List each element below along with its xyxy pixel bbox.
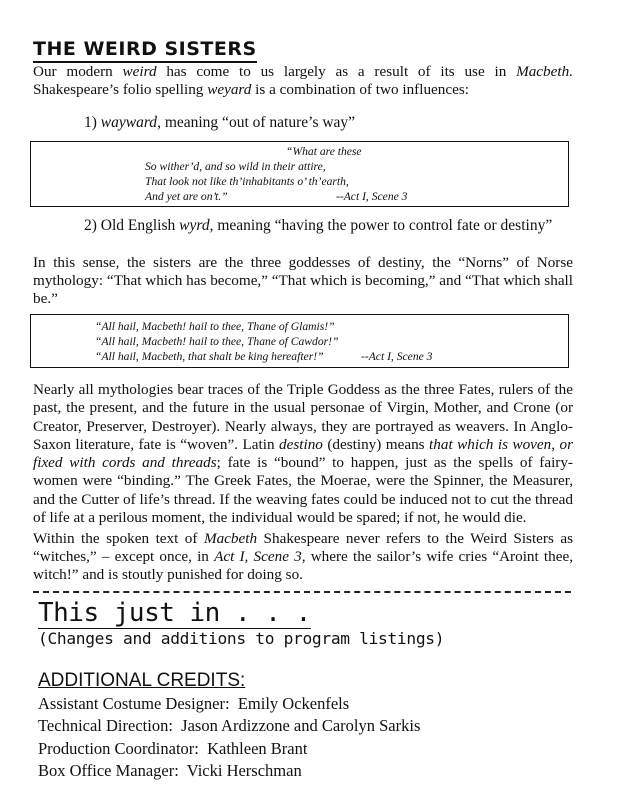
influence-wayward [84,114,355,132]
credits-heading: ADDITIONAL CREDITS: [38,670,246,691]
word-weyard: weyard [207,81,252,98]
quote-citation: --Act I, Scene 3 [336,190,408,203]
quote-citation: --Act I, Scene 3 [361,350,433,363]
intro-text: Shakespeare’s folio spelling [33,81,208,98]
paragraph-text: Nearly all mythologies bear traces of the Triple Goddess as the three Fates, rulers of the past, the present, and the future in the usual personae of Virgin, Mother, and Crone (or Creator, Preserver, Destroyer). Nearly always, they are portrayed as weavers. In Anglo-Saxon literature, fate is “woven”. Latin [33,381,573,453]
quote-line: “All hail, Macbeth! hail to thee, Thane of Cawdor!” [95,335,339,348]
paragraph-text: (destiny) means [322,435,430,453]
credit-name: Emily Ockenfels [237,694,350,713]
title-macbeth: Macbeth. [516,63,573,80]
influence-number: 1) [84,114,101,131]
credit-name: Vicki Herschman [186,761,302,780]
paragraph-text: Within the spoken text of [33,530,204,547]
just-in-heading: This just in . . . [38,598,311,628]
influence-meaning: , meaning “having the power to control fate or destiny” [209,217,553,234]
witches-paragraph [33,530,573,584]
phrase-woven: that which is woven, or fixed with cords and threads [33,435,573,472]
credit-name: Jason Ardizzone and Carolyn Sarkis [181,716,421,735]
credit-item [38,716,420,736]
title-macbeth: Macbeth [203,530,258,547]
credit-role: Technical Direction: [38,716,173,735]
intro-text: is a combination of two influences: [251,81,469,98]
norns-paragraph: In this sense, the sisters are the three goddesses of destiny, the “Norns” of Norse mythology: “That which has become,” “That which is becoming,” and “That which shall be.” [33,254,573,307]
quote-line: “All hail, Macbeth! hail to thee, Thane of Glamis!” [95,320,335,333]
credit-name: Kathleen Brant [207,739,308,758]
word-destino: destino [279,435,323,453]
triple-goddess-paragraph [33,381,573,527]
credit-role: Assistant Costume Designer: [38,694,230,713]
influence-number: 2) Old English [84,217,180,234]
just-in-subheading: (Changes and additions to program listings) [38,629,445,648]
paragraph-text: Shakespeare never refers to the Weird Sisters as “witches,” – except once, in [33,530,574,565]
credit-item [38,761,302,781]
word-wayward: wayward [100,114,158,131]
credit-role: Production Coordinator: [38,739,199,758]
intro-paragraph [33,63,573,99]
credit-item [38,694,349,714]
quote-line: “What are these [286,145,362,158]
word-wyrd: wyrd [179,217,210,234]
section-title: THE WEIRD SISTERS [33,38,257,63]
influence-meaning: , meaning “out of nature’s way” [157,114,356,131]
influence-wyrd [84,217,552,235]
credit-item [38,739,307,759]
credit-role: Box Office Manager: [38,761,179,780]
word-weird: weird [122,63,157,80]
quote-box-witches [30,141,569,207]
section-divider [33,591,571,593]
intro-text: has come to us largely as a result of its use in [156,63,517,80]
quote-box-hail [30,314,569,368]
paragraph-text: , where the sailor’s wife cries “Aroint thee, witch!” and is stoutly punished for doing so. [33,548,573,583]
quote-line: That look not like th’inhabitants o’ th’earth, [145,175,349,188]
quote-line: And yet are on’t.” [145,190,228,203]
paragraph-text: ; fate is “bound” to happen, just as the spells of fairy-women were “binding.” The Greek Fates, the Moerae, were the Spinner, the Measurer, and the Cutter of life’s thread. If the weaving fates could be induced not to cut the thread of life at a perilous moment, the individual would be spared; if not, he would die. [33,454,573,527]
intro-text: Our modern [33,63,123,80]
quote-line: “All hail, Macbeth, that shalt be king hereafter!” [95,350,324,363]
act-reference: Act I, Scene 3 [214,548,302,565]
quote-line: So wither’d, and so wild in their attire, [145,160,326,173]
